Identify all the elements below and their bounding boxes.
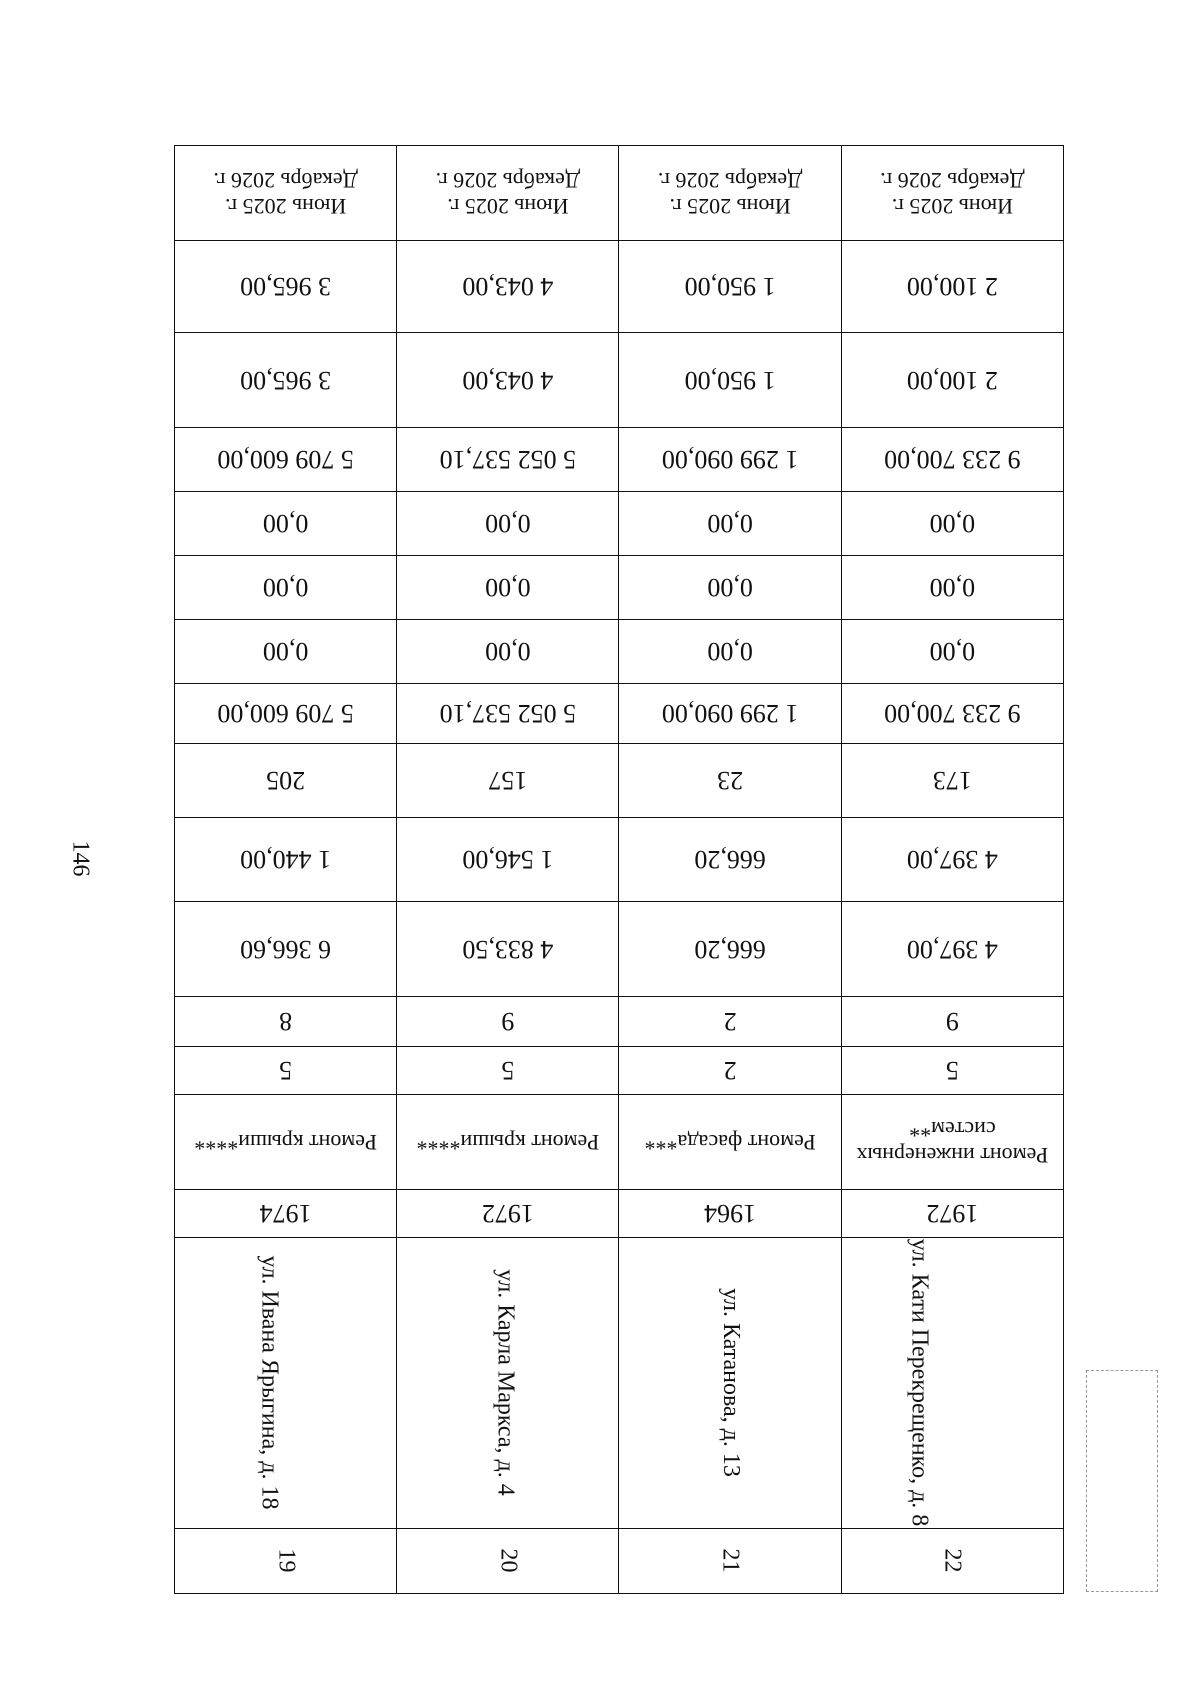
cell-living-area: 1 440,00 xyxy=(175,818,397,902)
row-total-cost xyxy=(175,684,1064,744)
document-table xyxy=(174,145,1064,1594)
cell-zero: 0,00 xyxy=(397,620,619,684)
cell-zero: 0,00 xyxy=(397,492,619,556)
cell-entrances: 5 xyxy=(397,1047,619,1095)
cell-address: ул. Катанова, д. 13 xyxy=(619,1238,841,1529)
cell-year: 1964 xyxy=(619,1190,841,1238)
cell-floors: 9 xyxy=(397,997,619,1047)
cell-living-area: 1 546,00 xyxy=(397,818,619,902)
cell-zero: 0,00 xyxy=(841,620,1063,684)
cell-fund-cost: 1 299 090,00 xyxy=(619,428,841,492)
row-address xyxy=(175,1238,1064,1529)
row-zero-2 xyxy=(175,556,1064,620)
cell-work-type: Ремонт инженерных систем** xyxy=(841,1095,1063,1190)
row-unit-cost-1 xyxy=(175,333,1064,428)
row-total-area xyxy=(175,902,1064,997)
cell-total-area: 6 366,60 xyxy=(175,902,397,997)
cell-period: Июнь 2025 г. Декабрь 2026 г. xyxy=(619,146,841,241)
cell-total-cost: 1 299 090,00 xyxy=(619,684,841,744)
cell-total-cost: 5 052 537,10 xyxy=(397,684,619,744)
cell-total-area: 4 397,00 xyxy=(841,902,1063,997)
cell-period: Июнь 2025 г. Декабрь 2026 г. xyxy=(397,146,619,241)
cell-address: ул. Кати Перекрещенко, д. 8 xyxy=(841,1238,1063,1529)
cell-address: ул. Ивана Ярыгина, д. 18 xyxy=(175,1238,397,1529)
cell-unit-cost: 4 043,00 xyxy=(397,241,619,333)
cell-index: 19 xyxy=(175,1529,397,1594)
cell-year: 1974 xyxy=(175,1190,397,1238)
cell-work-type: Ремонт фасада*** xyxy=(619,1095,841,1190)
cell-total-cost: 5 709 600,00 xyxy=(175,684,397,744)
cell-zero: 0,00 xyxy=(175,492,397,556)
cell-living-area: 4 397,00 xyxy=(841,818,1063,902)
cell-zero: 0,00 xyxy=(619,620,841,684)
cell-index: 20 xyxy=(397,1529,619,1594)
row-unit-cost-2 xyxy=(175,241,1064,333)
cell-unit-cost: 1 950,00 xyxy=(619,333,841,428)
cell-work-type: Ремонт крыши**** xyxy=(175,1095,397,1190)
cell-unit-cost: 3 965,00 xyxy=(175,241,397,333)
rotated-table-container xyxy=(174,145,1064,1594)
cell-unit-cost: 4 043,00 xyxy=(397,333,619,428)
row-floors xyxy=(175,997,1064,1047)
row-period xyxy=(175,146,1064,241)
row-year xyxy=(175,1190,1064,1238)
cell-fund-cost: 5 052 537,10 xyxy=(397,428,619,492)
cell-year: 1972 xyxy=(397,1190,619,1238)
cell-total-area: 4 833,50 xyxy=(397,902,619,997)
cell-unit-cost: 2 100,00 xyxy=(841,333,1063,428)
cell-unit-cost: 1 950,00 xyxy=(619,241,841,333)
row-entrances xyxy=(175,1047,1064,1095)
cell-entrances: 5 xyxy=(175,1047,397,1095)
document-stamp xyxy=(1086,1370,1158,1592)
row-living-area xyxy=(175,818,1064,902)
cell-residents: 173 xyxy=(841,744,1063,818)
cell-residents: 205 xyxy=(175,744,397,818)
row-fund-cost xyxy=(175,428,1064,492)
cell-period: Июнь 2025 г. Декабрь 2026 г. xyxy=(175,146,397,241)
cell-fund-cost: 9 233 700,00 xyxy=(841,428,1063,492)
cell-work-type: Ремонт крыши**** xyxy=(397,1095,619,1190)
cell-entrances: 5 xyxy=(841,1047,1063,1095)
cell-unit-cost: 3 965,00 xyxy=(175,333,397,428)
cell-residents: 23 xyxy=(619,744,841,818)
page-number: 146 xyxy=(67,840,94,877)
cell-zero: 0,00 xyxy=(841,556,1063,620)
cell-unit-cost: 2 100,00 xyxy=(841,241,1063,333)
cell-living-area: 666,20 xyxy=(619,818,841,902)
cell-fund-cost: 5 709 600,00 xyxy=(175,428,397,492)
cell-address: ул. Карла Маркса, д. 4 xyxy=(397,1238,619,1529)
cell-zero: 0,00 xyxy=(619,556,841,620)
cell-total-cost: 9 233 700,00 xyxy=(841,684,1063,744)
cell-index: 22 xyxy=(841,1529,1063,1594)
cell-floors: 9 xyxy=(841,997,1063,1047)
cell-zero: 0,00 xyxy=(619,492,841,556)
cell-residents: 157 xyxy=(397,744,619,818)
cell-floors: 8 xyxy=(175,997,397,1047)
cell-index: 21 xyxy=(619,1529,841,1594)
row-zero-1 xyxy=(175,620,1064,684)
row-work-type xyxy=(175,1095,1064,1190)
cell-floors: 2 xyxy=(619,997,841,1047)
row-zero-3 xyxy=(175,492,1064,556)
cell-entrances: 2 xyxy=(619,1047,841,1095)
cell-zero: 0,00 xyxy=(175,556,397,620)
cell-zero: 0,00 xyxy=(175,620,397,684)
cell-period: Июнь 2025 г. Декабрь 2026 г. xyxy=(841,146,1063,241)
row-index xyxy=(175,1529,1064,1594)
row-residents xyxy=(175,744,1064,818)
cell-zero: 0,00 xyxy=(841,492,1063,556)
housing-repair-table xyxy=(174,145,1064,1594)
cell-total-area: 666,20 xyxy=(619,902,841,997)
cell-year: 1972 xyxy=(841,1190,1063,1238)
cell-zero: 0,00 xyxy=(397,556,619,620)
